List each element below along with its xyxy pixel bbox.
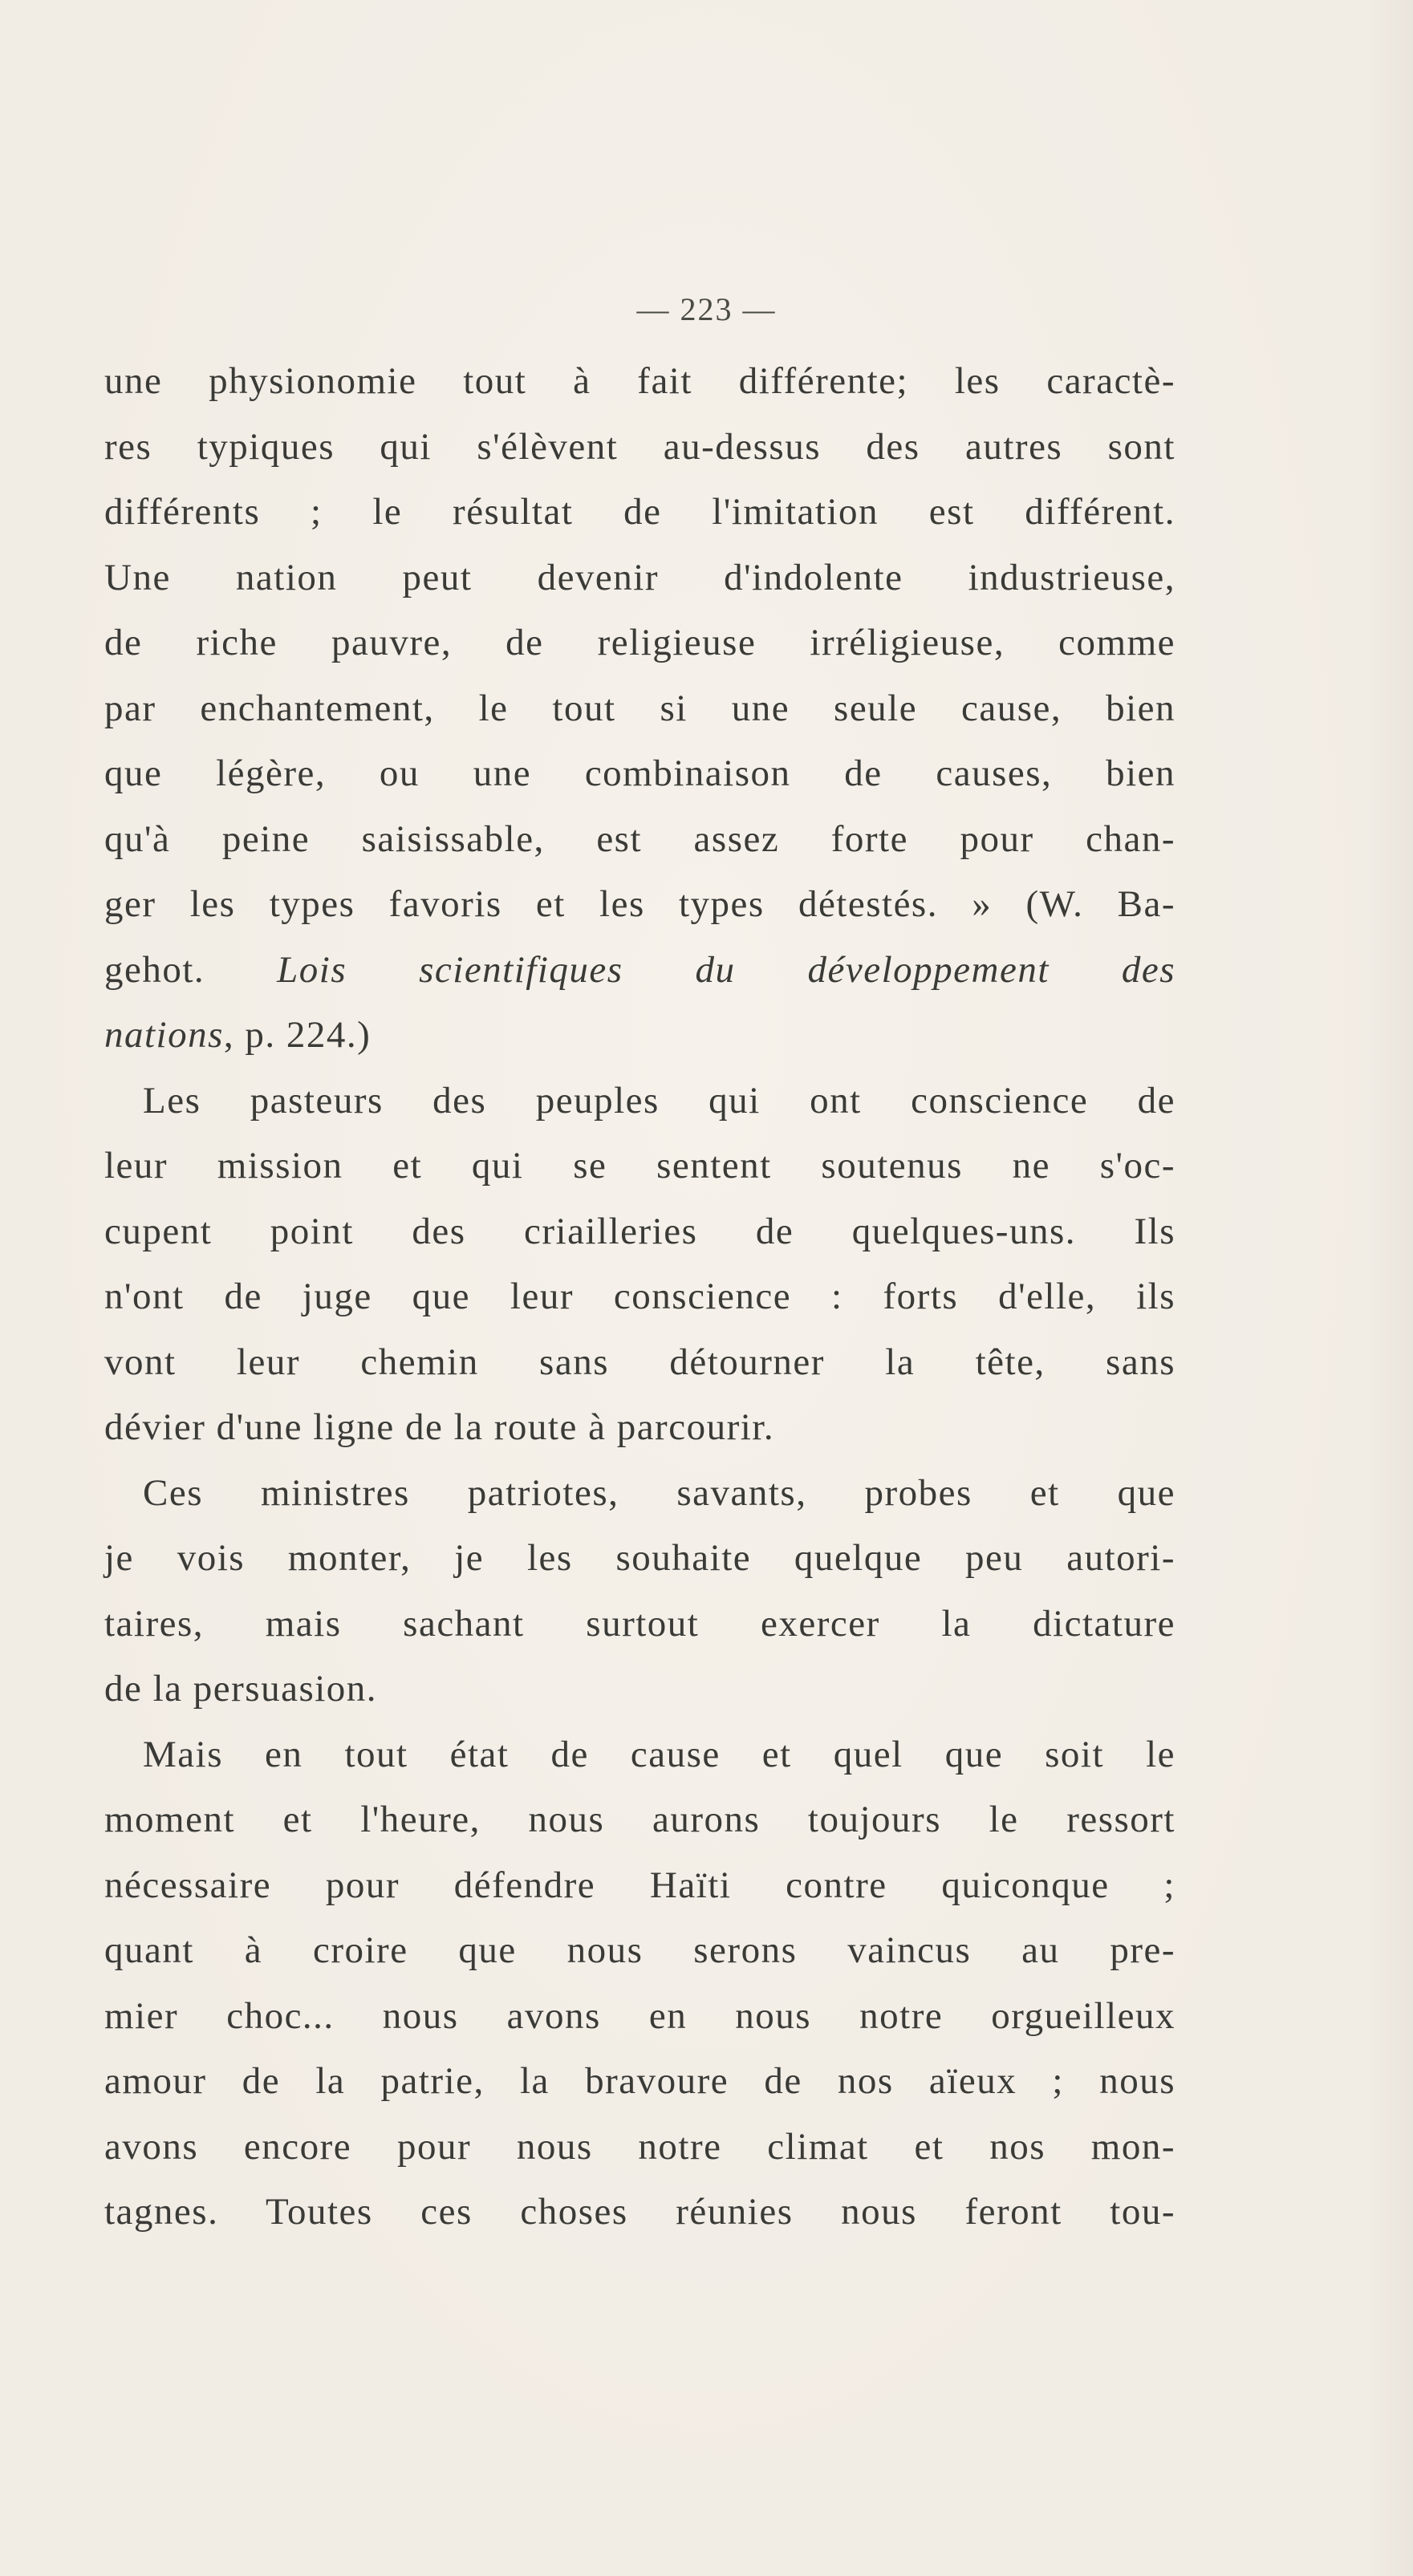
text-line: avons encore pour nous notre climat et nos mon- bbox=[104, 2125, 1175, 2168]
citation-author: gehot. bbox=[104, 948, 278, 991]
text-line: n'ont de juge que leur conscience : forts d'elle, ils bbox=[104, 1276, 1175, 1317]
citation-page: , p. 224.) bbox=[223, 1014, 372, 1056]
citation-title-end: nations bbox=[104, 1014, 224, 1056]
text-line: mier choc... nous avons en nous notre orgueilleux bbox=[104, 1994, 1175, 2037]
text-line: tagnes. Toutes ces choses réunies nous feront tou- bbox=[104, 2191, 1175, 2233]
text-line: je vois monter, je les souhaite quelque peu autori- bbox=[104, 1537, 1175, 1579]
text-line: res typiques qui s'élèvent au-dessus des autres sont bbox=[104, 425, 1175, 468]
text-line: ger les types favoris et les types détestés. » (W. Ba- bbox=[104, 883, 1175, 925]
text-line: vont leur chemin sans détourner la tête, sans bbox=[104, 1341, 1175, 1383]
text-line: moment et l'heure, nous aurons toujours le ressort bbox=[104, 1799, 1175, 1840]
page-number: — 223 — bbox=[636, 291, 777, 327]
text-line: une physionomie tout à fait différente; les caractè- bbox=[104, 360, 1175, 402]
text-line: par enchantement, le tout si une seule cause, bien bbox=[104, 687, 1175, 729]
paragraph-start: Mais en tout état de cause et quel que soit le bbox=[143, 1733, 1175, 1775]
body-text bbox=[104, 349, 1175, 2245]
text-line: amour de la patrie, la bravoure de nos aïeux ; nous bbox=[104, 2060, 1175, 2102]
paragraph-start: Ces ministres patriotes, savants, probes et que bbox=[143, 1471, 1175, 1514]
text-line: de riche pauvre, de religieuse irréligieuse, comme bbox=[104, 622, 1175, 663]
page-edge-shadow bbox=[1365, 0, 1413, 2576]
text-line: cupent point des criailleries de quelques-uns. Ils bbox=[104, 1210, 1175, 1252]
text-line: dévier d'une ligne de la route à parcourir. bbox=[104, 1406, 775, 1448]
text-line: Une nation peut devenir d'indolente industrieuse, bbox=[104, 556, 1175, 598]
citation-title: Lois scientifiques du développement des bbox=[277, 948, 1175, 991]
text-line-citation-end bbox=[104, 1003, 1175, 1069]
text-line-citation bbox=[104, 938, 1175, 1004]
paragraph-start: Les pasteurs des peuples qui ont conscience de bbox=[143, 1079, 1175, 1122]
text-line: leur mission et qui se sentent soutenus ne s'oc- bbox=[104, 1145, 1175, 1187]
text-line: nécessaire pour défendre Haïti contre quiconque ; bbox=[104, 1864, 1175, 1906]
text-line: différents ; le résultat de l'imitation est différent. bbox=[104, 491, 1175, 533]
text-line: de la persuasion. bbox=[104, 1668, 378, 1710]
text-line: quant à croire que nous serons vaincus au pre- bbox=[104, 1929, 1175, 1971]
text-line: qu'à peine saisissable, est assez forte pour chan- bbox=[104, 817, 1175, 860]
text-line: que légère, ou une combinaison de causes, bien bbox=[104, 753, 1175, 794]
text-line: taires, mais sachant surtout exercer la dictature bbox=[104, 1602, 1175, 1645]
